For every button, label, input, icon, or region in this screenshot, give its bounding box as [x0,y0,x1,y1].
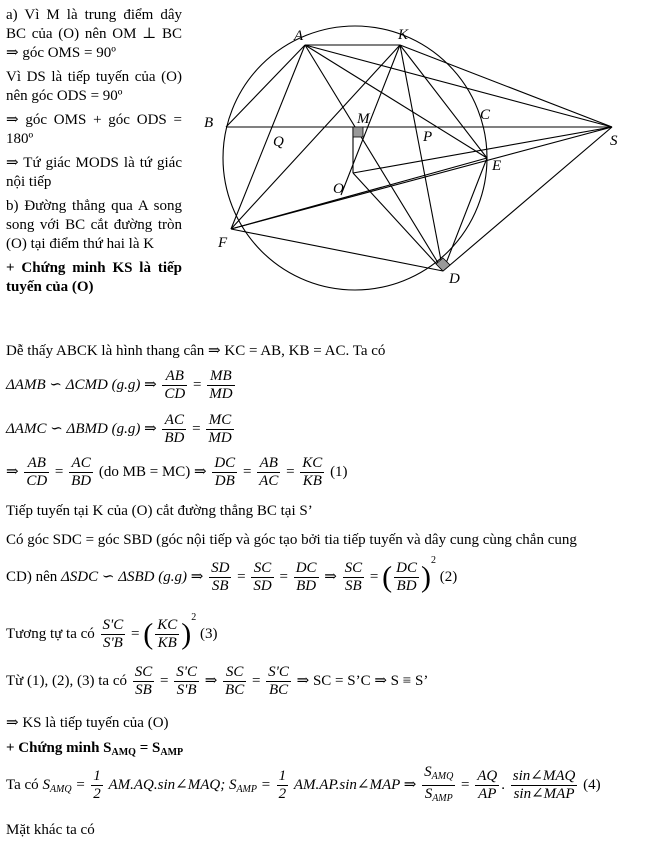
similar-amb-cmd: ΔAMB ∽ ΔCMD (g.g) ⇒ $\frac{AB}{CD}$ = $\frac{MB}{MD}$ [6,368,233,402]
label-a: A [294,28,304,44]
label-m: M [357,111,370,127]
conclusion-s-equals: Từ (1), (2), (3) ta có $\frac{SC}{SB}$ = $\frac{S'C}{S'B}$ ⇒ $\frac{SC}{BC}$ = $\frac{S'C}{BC}$ ⇒ SC = S’C ⇒ S ≡ S’ [6,664,429,698]
label-e: E [492,158,502,174]
angle-sum-text: ⇒ góc OMS + góc ODS = 180º [6,112,182,147]
moreover-line: Mặt khác ta có [6,822,95,838]
label-s: S [610,133,618,149]
tangent-ds-text: Vì DS là tiếp tuyến của (O) nên góc ODS = 90º [6,69,182,104]
label-p: P [423,129,433,145]
label-f: F [218,235,228,251]
label-q: Q [273,134,284,150]
ks-tangent-conclusion: ⇒ KS là tiếp tuyến của (O) [6,715,169,731]
cyclic-quad-text: ⇒ Tứ giác MODS là tứ giác nội tiếp [6,155,182,190]
right-angle-m [353,127,363,137]
area-ratio-equation: Ta có $S_{AMQ}$ = $\frac{1}{2}$ AM.AQ.sin∠MAQ; $S_{AMP}$ = $\frac{1}{2}$ AM.AP.sin∠MAP ⇒ $\frac{S_{AMQ}}{S_{AMP}}$ = $\frac{AQ}{AP}$ . $\frac{\text{sin∠MAQ}}{\text{sin∠MAP}}$ (4) [6,764,601,804]
part-b-text: b) Đường thẳng qua A song song với BC cắt đường tròn (O) tại điểm thứ hai là K [6,198,182,252]
similar-sdc-sbd: CD) nên ΔSDC ∽ ΔSBD (g.g) ⇒ $\frac{SD}{SB}$ = $\frac{SC}{SD}$ = $\frac{DC}{BD}$ ⇒ $\frac{SC}{SB}$ = ( $\frac{DC}{BD}$ )$^2$ (2) [6,555,458,595]
similar-ratio-3: Tương tự ta có $\frac{S'C}{S'B}$ = ( $\frac{KC}{KB}$ )$^2$ (3) [6,612,218,652]
prove-ks-heading: + Chứng minh KS là tiếp tuyến của (O) [6,260,182,295]
label-c: C [480,107,491,123]
label-o: O [333,181,344,197]
label-b: B [204,115,214,131]
ratio-equation-1: ⇒ $\frac{AB}{CD}$ = $\frac{AC}{BD}$ (do MB = MC) ⇒ $\frac{DC}{DB}$ = $\frac{AB}{AC}$ = $\frac{KC}{KB}$ (1) [6,455,348,489]
left-column-text [6,6,182,302]
geometry-figure [195,18,635,293]
angle-sdc-line: Có góc SDC = góc SBD (góc nội tiếp và góc tạo bởi tia tiếp tuyến và dây cung cùng chắn cung [6,532,577,548]
part-a-text: a) Vì M là trung điểm dây BC của (O) nên OM ⊥ BC ⇒ góc OMS = 90º [6,7,182,61]
similar-amc-bmd: ΔAMC ∽ ΔBMD (g.g) ⇒ $\frac{AC}{BD}$ = $\frac{MC}{MD}$ [6,412,232,446]
label-d: D [449,271,460,287]
tangent-at-k-line: Tiếp tuyến tại K của (O) cắt đường thẳng BC tại S’ [6,503,313,519]
prove-area-heading: + Chứng minh $S_{AMQ} = S_{AMP}$ [6,740,184,758]
isosceles-trapezoid-line: Dễ thấy ABCK là hình thang cân ⇒ KC = AB, KB = AC. Ta có [6,343,386,359]
label-k: K [398,27,409,43]
